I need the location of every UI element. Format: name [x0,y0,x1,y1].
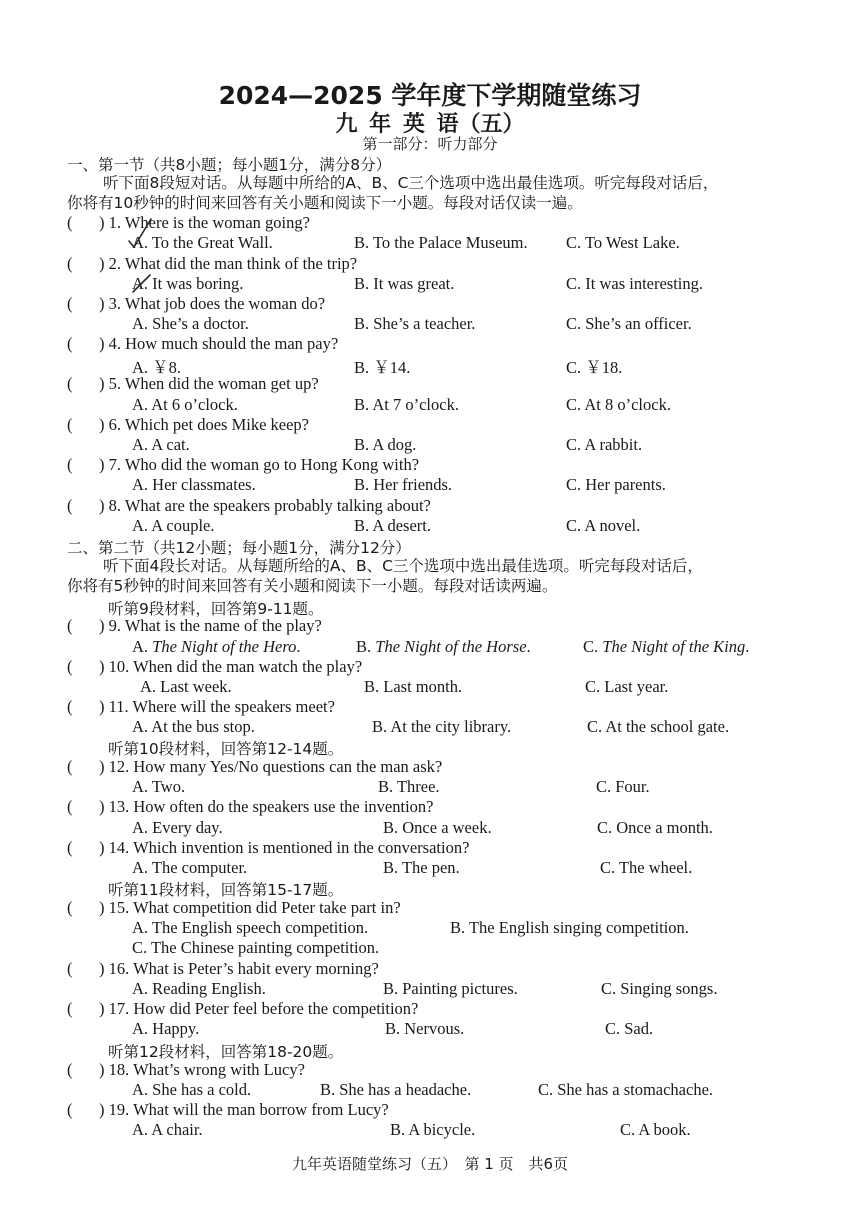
material-12-label: 听第12段材料，回答第18-20题。 [108,1043,344,1061]
material-9-label: 听第9段材料，回答第9-11题。 [108,600,324,618]
option-b: B. ￥14. [354,358,411,377]
handwritten-slash-icon [130,272,154,294]
option-c: C. Once a month. [597,818,713,837]
option-c: C. The Chinese painting competition. [132,938,380,957]
play-title: The Night of the King [602,637,746,656]
question-2 [67,254,357,274]
section1-instruction-line2: 你将有10秒钟的时间来回答有关小题和阅读下一小题。每段对话仅读一遍。 [67,194,583,212]
section1-instruction-line1: 听下面8段短对话。从每题中所给的A、B、C三个选项中选出最佳选项。听完每段对话后， [103,174,719,192]
option-c: C. A book. [620,1120,691,1139]
question-15 [67,898,401,918]
option-letter: C. [583,637,603,656]
question-text: ) 14. Which invention is mentioned in the conversation? [99,838,470,857]
question-19 [67,1100,389,1120]
question-10 [67,657,362,677]
section1-instructions [67,173,797,213]
question-17 [67,999,418,1019]
option-a [132,637,301,657]
question-12 [67,757,442,777]
option-period: . [526,637,531,656]
option-a: A. ￥8. [132,358,182,377]
option-b: B. She has a headache. [320,1080,472,1099]
play-title: The Night of the Horse [375,637,527,656]
option-b: B. It was great. [354,274,455,293]
option-a: A. A couple. [132,516,215,535]
question-text: ) 12. How many Yes/No questions can the man ask? [99,757,443,776]
page-footer: 九年英语随堂练习（五） 第 1 页 共6页 [291,1155,569,1173]
question-8 [67,496,431,516]
option-a: A. It was boring. [132,274,244,293]
page-subtitle: 九 年 英 语（五） [335,111,525,137]
option-a: A. She has a cold. [132,1080,252,1099]
part-heading: 第一部分：听力部分 [362,135,498,153]
option-b: B. Nervous. [385,1019,465,1038]
answer-blank[interactable]: ( [67,294,73,313]
question-7 [67,455,419,475]
question-text: ) 3. What job does the woman do? [99,294,326,313]
question-3 [67,294,325,314]
option-c: C. Last year. [585,677,669,696]
option-b: B. Once a week. [383,818,492,837]
option-letter: A. [132,637,153,656]
question-16 [67,959,379,979]
answer-blank[interactable]: ( [67,1100,73,1119]
answer-blank[interactable]: ( [67,334,73,353]
question-text: ) 19. What will the man borrow from Lucy? [99,1100,389,1119]
section1-heading: 一、第一节（共8小题；每小题1分，满分8分） [67,156,392,174]
option-a: A. She’s a doctor. [132,314,249,333]
handwritten-checkmark-icon [126,216,158,250]
question-13 [67,797,434,817]
option-a: A. Happy. [132,1019,200,1038]
answer-blank[interactable]: ( [67,415,73,434]
option-b: B. The English singing competition. [450,918,689,937]
question-4 [67,334,338,354]
option-b: B. Painting pictures. [383,979,518,998]
option-c: C. Her parents. [566,475,666,494]
answer-blank[interactable]: ( [67,496,73,515]
option-b: B. A dog. [354,435,417,454]
question-text: ) 7. Who did the woman go to Hong Kong with? [99,455,420,474]
option-c: C. Singing songs. [601,979,718,998]
option-a: A. A cat. [132,435,190,454]
answer-blank[interactable]: ( [67,838,73,857]
question-text: ) 6. Which pet does Mike keep? [99,415,310,434]
option-a: A. Reading English. [132,979,266,998]
question-11 [67,697,335,717]
option-b: B. To the Palace Museum. [354,233,528,252]
option-b: B. A bicycle. [390,1120,476,1139]
option-c: C. A rabbit. [566,435,643,454]
option-c: C. She’s an officer. [566,314,692,333]
option-a: A. Every day. [132,818,223,837]
page-title: 2024—2025 学年度下学期随堂练习 [218,81,642,110]
option-a: A. To the Great Wall. [132,233,273,252]
answer-blank[interactable]: ( [67,697,73,716]
question-text: ) 9. What is the name of the play? [99,616,322,635]
option-b: B. A desert. [354,516,431,535]
option-a: A. The computer. [132,858,248,877]
option-c: C. It was interesting. [566,274,704,293]
section2-instruction-line1: 听下面4段长对话。从每题所给的A、B、C三个选项中选出最佳选项。听完每段对话后， [103,557,703,575]
material-11-label: 听第11段材料，回答第15-17题。 [108,881,344,899]
option-c: C. Sad. [605,1019,654,1038]
question-text: ) 13. How often do the speakers use the invention? [99,797,434,816]
question-text: ) 1. Where is the woman going? [99,213,310,232]
option-period: . [296,637,301,656]
option-b: B. At the city library. [372,717,512,736]
option-a: A. At the bus stop. [132,717,255,736]
option-b: B. She’s a teacher. [354,314,476,333]
option-letter: B. [356,637,376,656]
option-b [356,637,531,657]
answer-blank[interactable]: ( [67,898,73,917]
option-a: A. A chair. [132,1120,203,1139]
option-a: A. At 6 o’clock. [132,395,238,414]
question-text: ) 5. When did the woman get up? [99,374,319,393]
answer-blank[interactable]: ( [67,616,73,635]
option-b: B. Her friends. [354,475,453,494]
option-c: C. At 8 o’clock. [566,395,671,414]
option-a: A. Two. [132,777,186,796]
section2-instructions [67,556,797,596]
option-b: B. At 7 o’clock. [354,395,459,414]
option-c: C. A novel. [566,516,641,535]
question-text: ) 10. When did the man watch the play? [99,657,363,676]
option-b: B. Last month. [364,677,463,696]
option-a: A. Her classmates. [132,475,256,494]
question-6 [67,415,309,435]
material-10-label: 听第10段材料，回答第12-14题。 [108,740,344,758]
question-text: ) 16. What is Peter’s habit every morning? [99,959,379,978]
answer-blank[interactable]: ( [67,959,73,978]
option-b: B. Three. [378,777,440,796]
question-text: ) 4. How much should the man pay? [99,334,339,353]
question-text: ) 2. What did the man think of the trip? [99,254,358,273]
answer-blank[interactable]: ( [67,1060,73,1079]
answer-blank[interactable]: ( [67,757,73,776]
question-text: ) 18. What’s wrong with Lucy? [99,1060,305,1079]
option-c: C. ￥18. [566,358,623,377]
option-c: C. To West Lake. [566,233,680,252]
answer-blank[interactable]: ( [67,374,73,393]
option-c: C. The wheel. [600,858,693,877]
question-5 [67,374,319,394]
question-text: ) 15. What competition did Peter take part in? [99,898,401,917]
option-a: A. The English speech competition. [132,918,369,937]
answer-blank[interactable]: ( [67,455,73,474]
question-1 [67,213,310,233]
section2-instruction-line2: 你将有5秒钟的时间来回答有关小题和阅读下一小题。每段对话读两遍。 [67,577,558,595]
question-9 [67,616,322,636]
option-c: C. At the school gate. [587,717,730,736]
answer-blank[interactable]: ( [67,797,73,816]
question-text: ) 8. What are the speakers probably talking about? [99,496,431,515]
option-period: . [745,637,750,656]
option-a: A. Last week. [140,677,232,696]
question-text: ) 11. Where will the speakers meet? [99,697,335,716]
option-c [583,637,749,657]
question-text: ) 17. How did Peter feel before the competition? [99,999,419,1018]
option-b: B. The pen. [383,858,460,877]
answer-blank[interactable]: ( [67,213,73,232]
answer-blank[interactable]: ( [67,999,73,1018]
play-title: The Night of the Hero [152,637,297,656]
question-14 [67,838,469,858]
section2-heading: 二、第二节（共12小题；每小题1分，满分12分） [67,539,411,557]
answer-blank[interactable]: ( [67,254,73,273]
question-18 [67,1060,305,1080]
answer-blank[interactable]: ( [67,657,73,676]
option-c: C. She has a stomachache. [538,1080,714,1099]
option-c: C. Four. [596,777,650,796]
